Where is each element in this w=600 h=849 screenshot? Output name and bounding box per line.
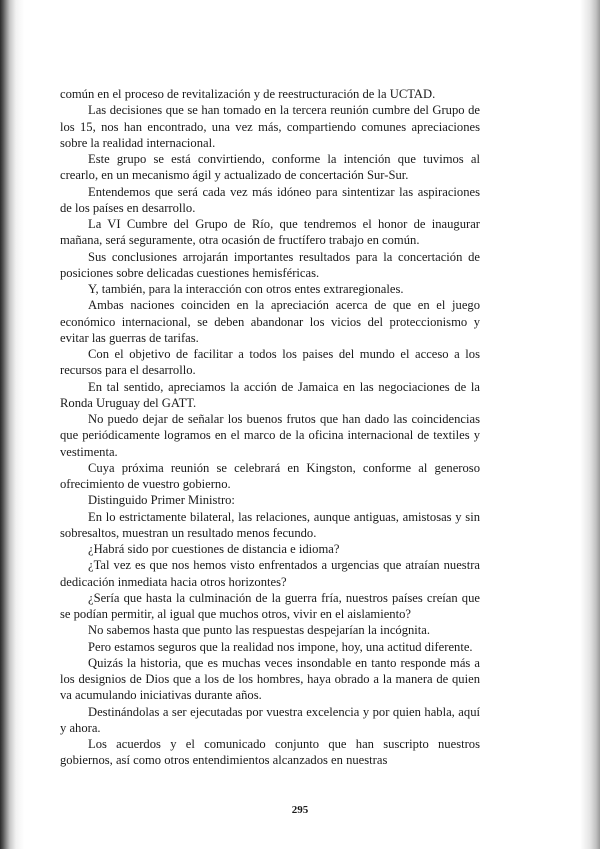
paragraph: No sabemos hasta que punto las respuestas despejarían la incógnita. — [88, 623, 431, 638]
paragraph: La VI Cumbre del Grupo de Río, que tendremos el honor de inaugurar mañana, será seguramente, otra ocasión de fructífero trabajo en común. — [60, 217, 480, 248]
body-text — [60, 86, 480, 769]
paragraph: En tal sentido, apreciamos la acción de Jamaica en las negociaciones de la Ronda Uruguay del GATT. — [60, 379, 480, 410]
paragraph: Quizás la historia, que es muchas veces insondable en tanto responde más a los designios de Dios que a los de los hombres, haya obrado a la manera de quien va acumulando iniciativas durante años. — [60, 655, 480, 703]
paragraph: Este grupo se está convirtiendo, conforme la intención que tuvimos al crearlo, en un mecanismo ágil y actualizado de concertación Sur-Sur. — [60, 152, 480, 183]
paragraph: ¿Sería que hasta la culminación de la guerra fría, nuestros países creían que se podían permitir, al igual que muchos otros, vivir en el aislamiento? — [60, 590, 480, 621]
paragraph: Entendemos que será cada vez más idóneo para sintentizar las aspiraciones de los países en desarrollo. — [60, 184, 480, 215]
paragraph: ¿Habrá sido por cuestiones de distancia e idioma? — [88, 542, 340, 556]
paragraph: Distinguido Primer Ministro: — [88, 493, 235, 508]
paragraph: común en el proceso de revitalización y de reestructuración de la UCTAD. — [60, 87, 436, 101]
scan-shadow-right — [580, 0, 600, 849]
page-number: 295 — [291, 804, 309, 816]
paragraph: Destinándolas a ser ejecutadas por vuestra excelencia y por quien habla, aquí y ahora. — [60, 704, 480, 735]
paragraph: Los acuerdos y el comunicado conjunto que han suscripto nuestros gobiernos, así como otros entendimientos alcanzados en nuestras — [60, 737, 480, 768]
paragraph: ¿Tal vez es que nos hemos visto enfrentados a urgencias que atraían nuestra dedicación inmediata hacia otros horizontes? — [60, 558, 480, 589]
paragraph: Con el objetivo de facilitar a todos los paises del mundo el acceso a los recursos para el desarrollo. — [60, 347, 480, 378]
paragraph: Las decisiones que se han tomado en la tercera reunión cumbre del Grupo de los 15, nos han encontrado, una vez más, compartiendo comunes apreciaciones sobre la realidad internacional. — [60, 103, 480, 150]
paragraph: Ambas naciones coinciden en la apreciación acerca de que en el juego económico internacional, se deben abandonar los vicios del proteccionismo y evitar las guerras de tarifas. — [60, 298, 480, 345]
paragraph: Y, también, para la interacción con otros entes extraregionales. — [88, 282, 404, 296]
paragraph: Sus conclusiones arrojarán importantes resultados para la concertación de posiciones sobre delicadas cuestiones hemisféricas. — [60, 249, 480, 280]
paragraph: Pero estamos seguros que la realidad nos impone, hoy, una actitud diferente. — [88, 639, 473, 654]
paragraph: Cuya próxima reunión se celebrará en Kingston, conforme al generoso ofrecimiento de vuestro gobierno. — [60, 460, 480, 491]
paragraph: En lo estrictamente bilateral, las relaciones, aunque antiguas, amistosas y sin sobresaltos, muestran un resultado menos fecundo. — [60, 509, 480, 540]
scan-shadow-left — [0, 0, 24, 849]
paragraph: No puedo dejar de señalar los buenos frutos que han dado las coincidencias que periódicamente logramos en el marco de la oficina internacional de textiles y vestimenta. — [60, 412, 480, 459]
